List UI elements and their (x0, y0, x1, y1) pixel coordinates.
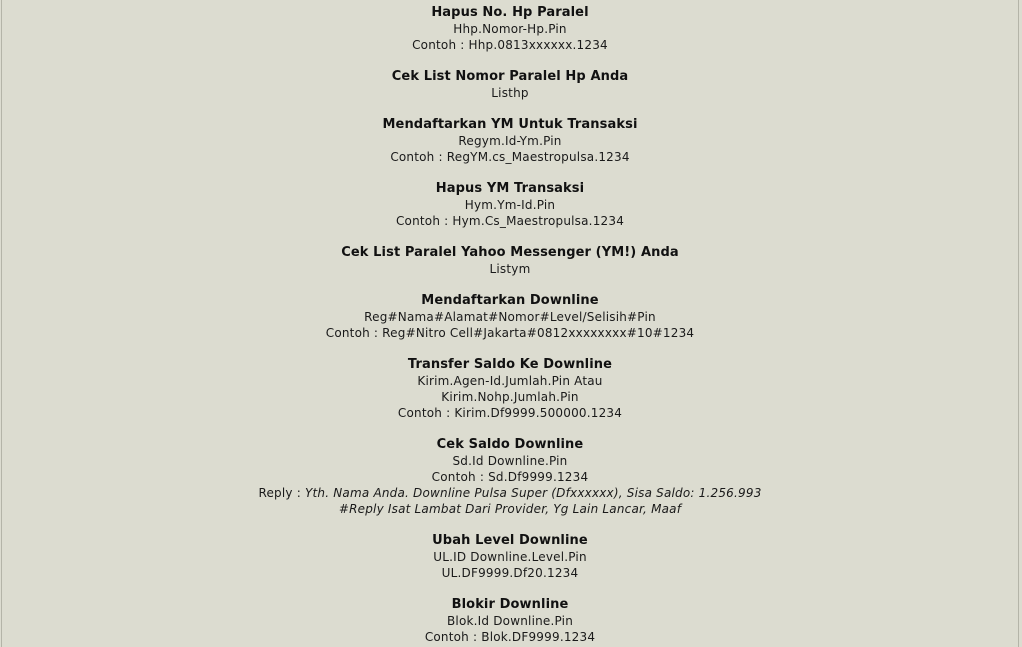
section-title: Cek Saldo Downline (436, 437, 584, 452)
section-line: Kirim.Nohp.Jumlah.Pin (441, 390, 579, 404)
section-line: Contoh : Blok.DF9999.1234 (424, 630, 596, 644)
section-daftar-downline (2, 293, 1018, 341)
section-daftar-ym (2, 117, 1018, 165)
section-title: Transfer Saldo Ke Downline (407, 357, 613, 372)
section-title: Cek List Paralel Yahoo Messenger (YM!) Anda (341, 245, 679, 260)
reply-label: Reply : (258, 486, 305, 500)
section-line: Listym (489, 262, 531, 276)
section-line: Listhp (491, 86, 529, 100)
section-hapus-hp-paralel (2, 5, 1018, 53)
section-line: Kirim.Agen-Id.Jumlah.Pin Atau (417, 374, 603, 388)
section-line: Contoh : Kirim.Df9999.500000.1234 (397, 406, 623, 420)
section-title: Mendaftarkan Downline (421, 293, 599, 308)
section-line: Blok.Id Downline.Pin (446, 614, 574, 628)
section-blokir-downline (2, 597, 1018, 645)
section-title: Blokir Downline (451, 597, 569, 612)
section-line: Contoh : Reg#Nitro Cell#Jakarta#0812xxxxxxxx#10#1234 (325, 326, 695, 340)
reply-note: #Reply Isat Lambat Dari Provider, Yg Lain Lancar, Maaf (338, 502, 682, 516)
section-line: Reg#Nama#Alamat#Nomor#Level/Selisih#Pin (364, 310, 656, 324)
section-title: Ubah Level Downline (432, 533, 588, 548)
section-ubah-level (2, 533, 1018, 581)
section-title: Cek List Nomor Paralel Hp Anda (391, 69, 629, 84)
section-line: Contoh : Hym.Cs_Maestropulsa.1234 (395, 214, 625, 228)
section-line: Contoh : Hhp.0813xxxxxx.1234 (412, 38, 608, 52)
section-line: UL.ID Downline.Level.Pin (433, 550, 587, 564)
section-cek-list-hp (2, 69, 1018, 101)
section-cek-list-ym (2, 245, 1018, 277)
section-line: Hym.Ym-Id.Pin (464, 198, 556, 212)
section-line: Contoh : RegYM.cs_Maestropulsa.1234 (390, 150, 630, 164)
page-frame (1, 0, 1019, 647)
section-transfer-saldo (2, 357, 1018, 421)
reply-text: Yth. Nama Anda. Downline Pulsa Super (Dfxxxxxx), Sisa Saldo: 1.256.993 (304, 486, 762, 500)
instructions-content (2, 0, 1018, 645)
section-line: Sd.Id Downline.Pin (452, 454, 568, 468)
section-title: Hapus No. Hp Paralel (431, 5, 589, 20)
section-line: Contoh : Sd.Df9999.1234 (431, 470, 589, 484)
section-line: Hhp.Nomor-Hp.Pin (453, 22, 567, 36)
section-hapus-ym (2, 181, 1018, 229)
section-line: Regym.Id-Ym.Pin (458, 134, 562, 148)
section-title: Hapus YM Transaksi (435, 181, 585, 196)
section-cek-saldo-downline (2, 437, 1018, 517)
reply-line (2, 485, 1018, 501)
section-title: Mendaftarkan YM Untuk Transaksi (382, 117, 638, 132)
section-line: UL.DF9999.Df20.1234 (441, 566, 579, 580)
